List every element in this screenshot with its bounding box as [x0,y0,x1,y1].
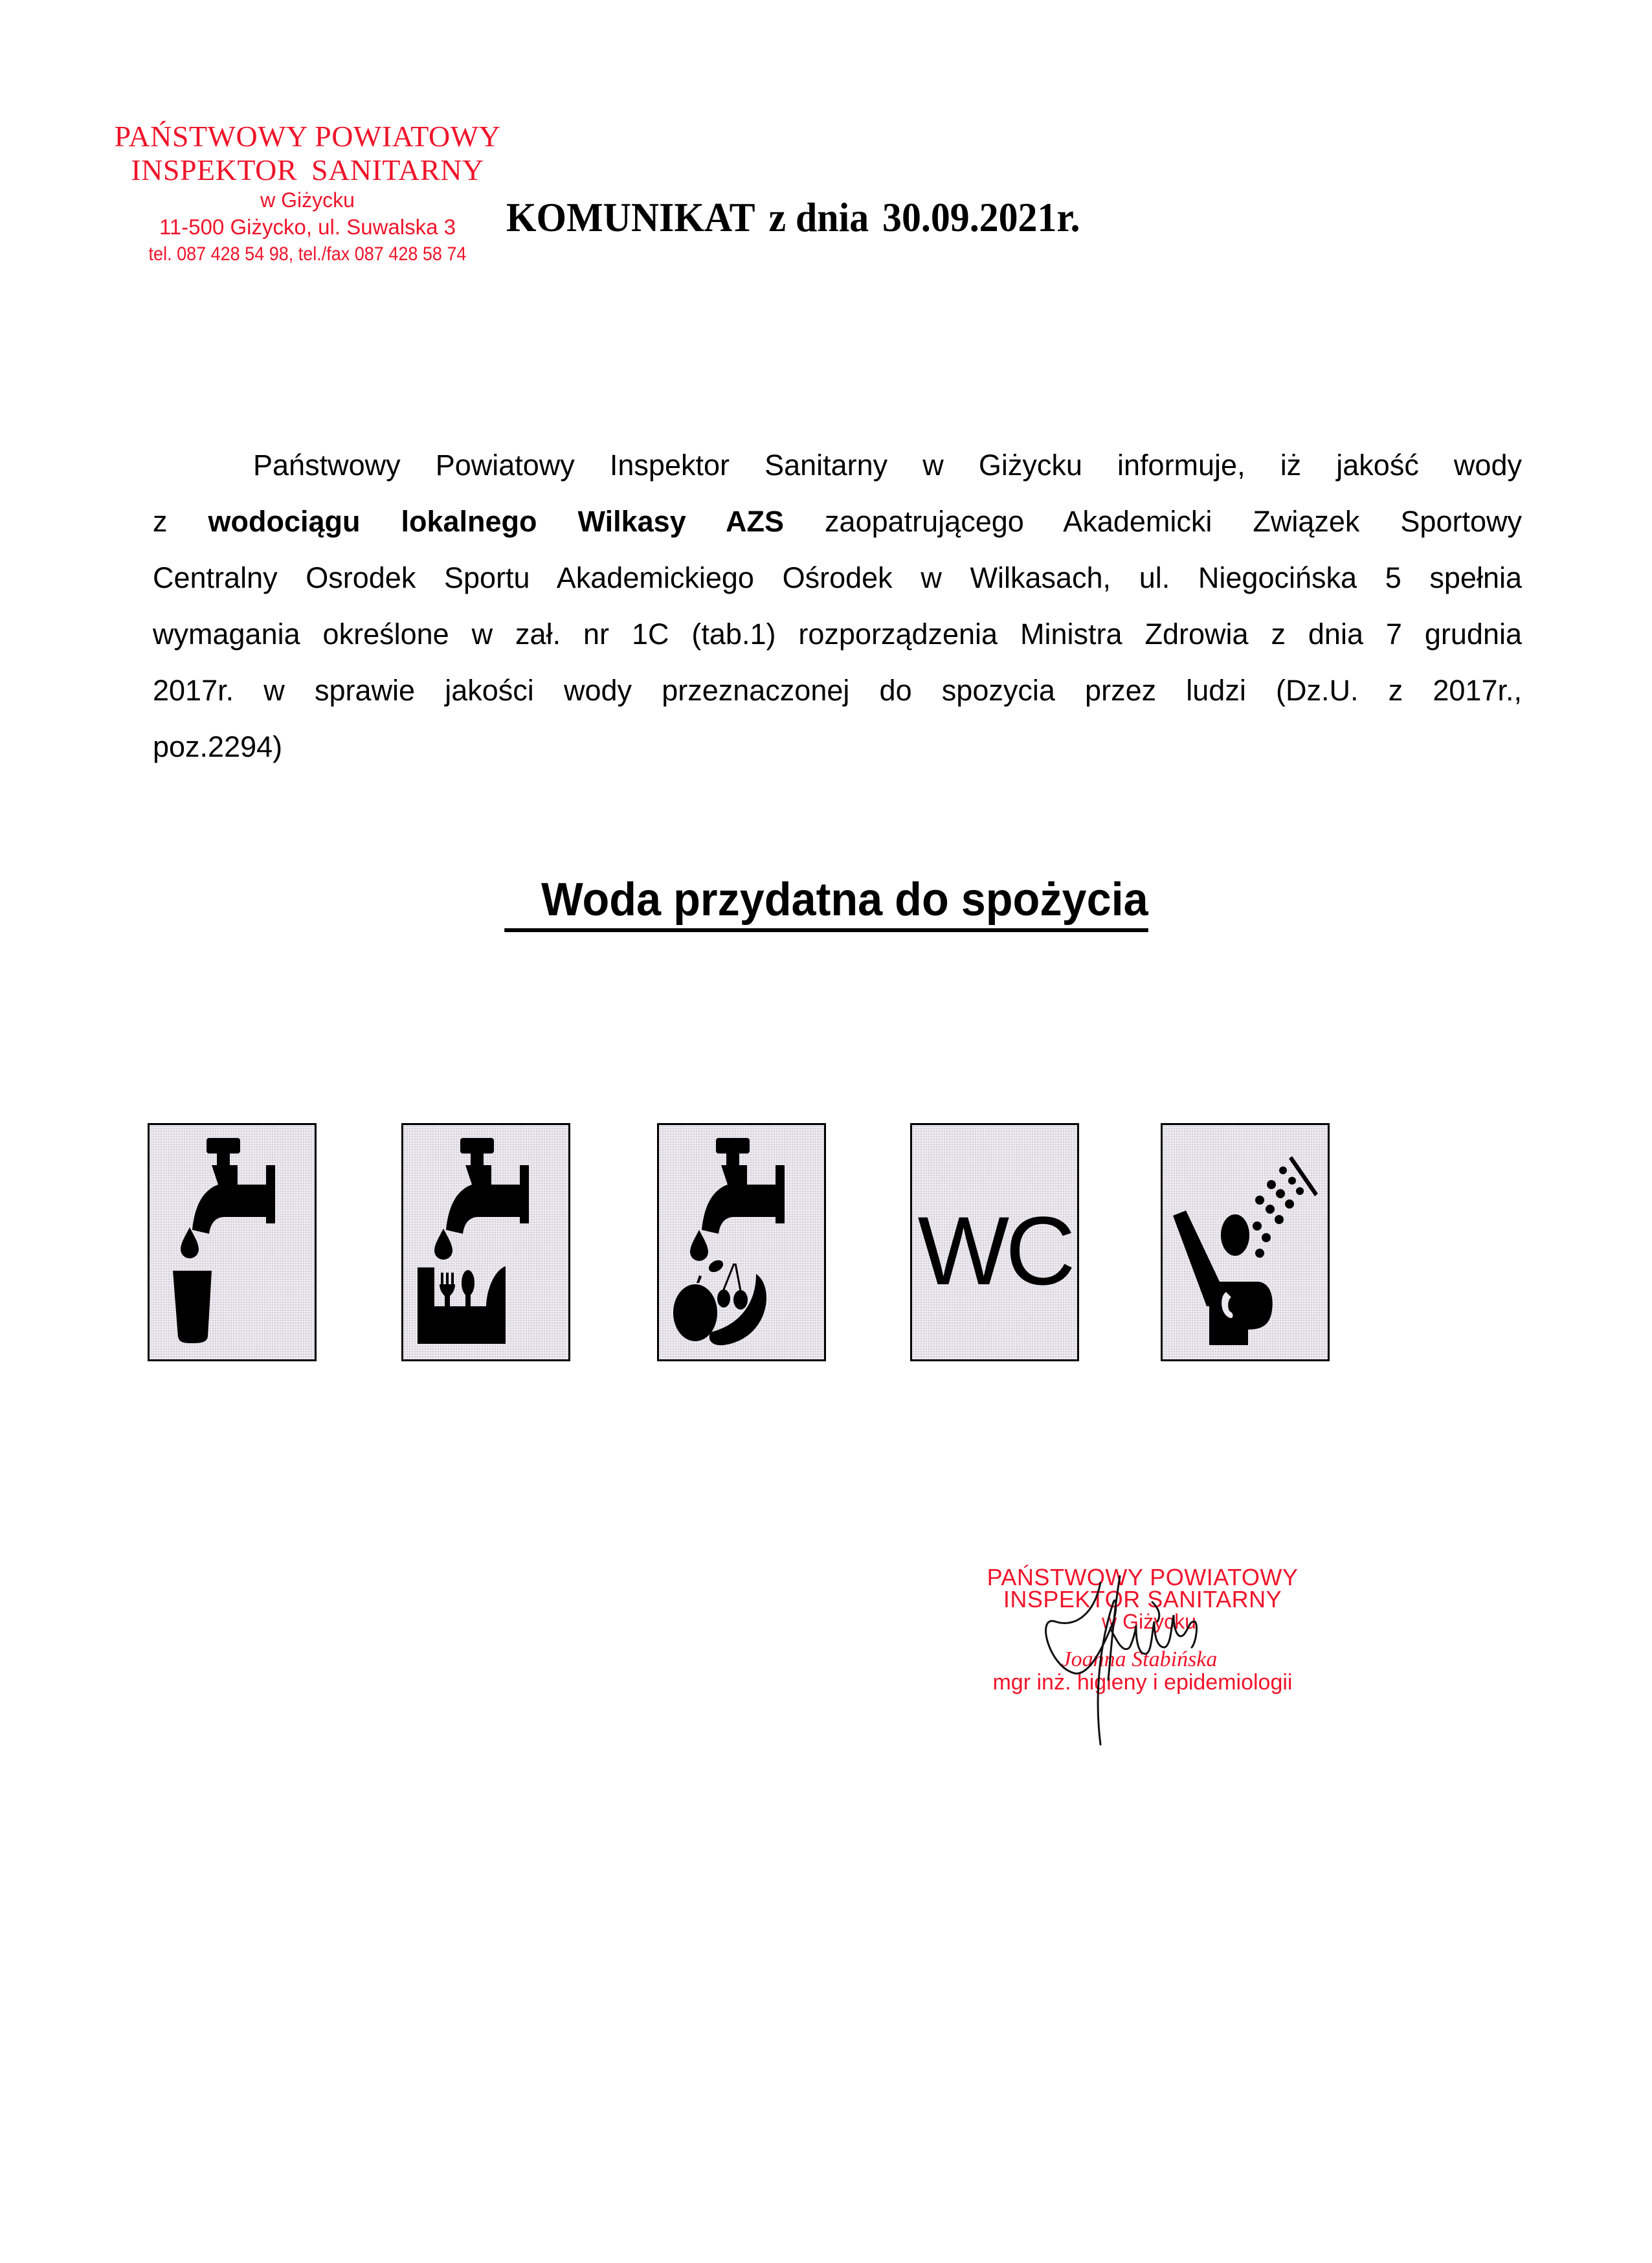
shower-icon [1161,1123,1330,1361]
sig-stamp-inspector: INSPEKTOR SANITARNY [1003,1586,1282,1612]
stamp-line-inspector: INSPEKTOR SANITARNY [131,153,484,186]
body-line-6: poz.2294) [153,730,283,763]
signatory-title: mgr inż. higieny i epidemiologii [992,1670,1293,1695]
headline-text: Woda przydatna do spożycia [504,873,1148,932]
stamp-line-city: w Giżycku [260,188,355,212]
dish-washing-icon [401,1123,570,1361]
usage-icons-row [148,1123,1416,1369]
wc-icon [910,1123,1079,1361]
title-date-prefix: z dnia [768,195,869,240]
body-line-4: wymagania określone w zał. nr 1C (tab.1) rozporządzenia Ministra Zdrowia z dnia 7 grudnia [153,618,1522,651]
body-line-2-prefix: z [153,505,208,538]
sig-stamp-institution: PAŃSTWOWY POWIATOWY [987,1564,1299,1590]
body-line-1: Państwowy Powiatowy Inspektor Sanitarny w Giżycku informuje, iż jakość wody [253,449,1522,482]
signatory-name: Joanna Stabińska [1061,1647,1218,1671]
body-line-5: 2017r. w sprawie jakości wody przeznaczonej do spozycia przez ludzi (Dz.U. z 2017r., [153,674,1522,707]
water-system-name: wodociągu lokalnego Wilkasy AZS [208,505,785,538]
body-line-3: Centralny Osrodek Sportu Akademickiego Ośrodek w Wilkasach, ul. Niegocińska 5 spełnia [153,561,1522,594]
header-stamp [97,120,518,267]
fruit-washing-icon [657,1123,826,1361]
headline [0,873,1652,932]
title-word: KOMUNIKAT [506,195,755,240]
body-paragraph [153,437,1522,775]
document-title [506,194,1093,241]
wc-label: WC [917,1196,1072,1305]
title-date: 30.09.2021r. [882,195,1080,240]
handwritten-signature [1023,1563,1295,1783]
body-line-2-suffix: zaopatrującego Akademicki Związek Sportowy [784,505,1522,538]
stamp-line-phone: tel. 087 428 54 98, tel./fax 087 428 58 74 [148,243,467,265]
body-line-2 [153,493,1522,550]
stamp-line-address: 11-500 Giżycko, ul. Suwalska 3 [159,215,456,239]
stamp-line-institution: PAŃSTWOWY POWIATOWY [114,120,501,153]
sig-stamp-city: w Giżycku [1102,1610,1196,1633]
drinking-water-icon [148,1123,317,1361]
